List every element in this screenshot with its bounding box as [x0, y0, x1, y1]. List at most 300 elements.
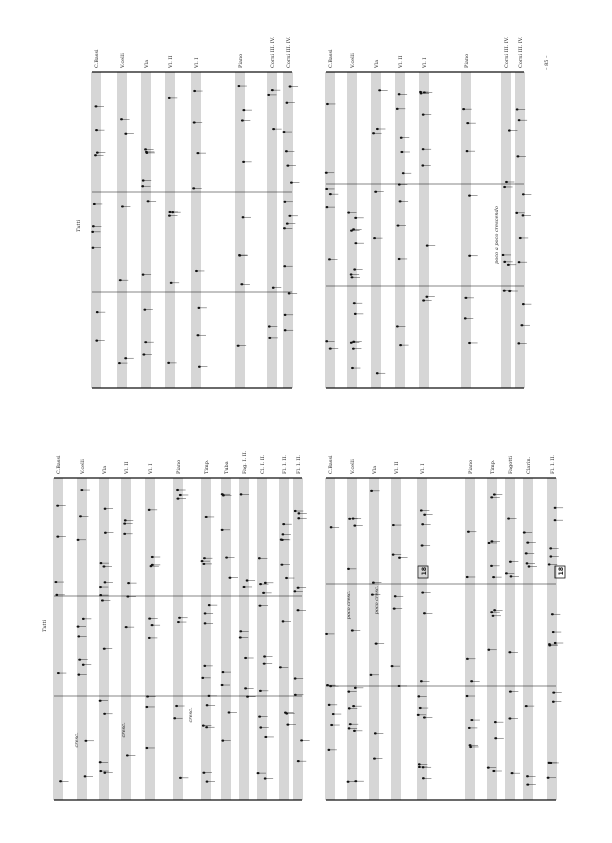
note-head — [92, 225, 95, 227]
note-head — [371, 593, 374, 595]
note-head — [168, 215, 171, 217]
note-head — [204, 612, 207, 614]
note-head — [124, 519, 127, 521]
note-head — [281, 539, 284, 541]
note-head — [526, 783, 529, 785]
note-head — [528, 565, 531, 567]
instrument-label: Vl. II — [124, 461, 130, 474]
instrument-label: Cl. I. II. — [260, 454, 266, 474]
note-head — [288, 292, 291, 294]
note-head — [351, 276, 354, 278]
note-head — [354, 217, 357, 219]
note-head — [96, 311, 99, 313]
dynamic-marking: cresc. — [188, 707, 194, 723]
note-head — [206, 780, 209, 782]
note-head — [509, 561, 512, 563]
note-head — [505, 572, 508, 574]
note-head — [197, 152, 200, 154]
note-head — [464, 317, 467, 319]
note-head — [399, 200, 402, 202]
note-head — [502, 254, 505, 256]
note-head — [352, 341, 355, 343]
note-head — [85, 740, 88, 742]
note-head — [488, 542, 491, 544]
note-head — [468, 195, 471, 197]
note-head — [282, 620, 285, 622]
note-head — [287, 165, 290, 167]
note-head — [297, 512, 300, 514]
note-head — [493, 609, 496, 611]
note-head — [221, 684, 224, 686]
note-head — [56, 536, 59, 538]
instrument-label: Vla — [374, 59, 380, 68]
note-head — [263, 655, 266, 657]
staff — [505, 456, 520, 800]
note-head — [327, 749, 330, 751]
note-head — [118, 362, 121, 364]
note-head — [95, 105, 98, 107]
note-head — [144, 341, 147, 343]
note-head — [525, 552, 528, 554]
note-head — [239, 630, 242, 632]
note-head — [77, 674, 80, 676]
note-head — [151, 556, 154, 558]
note-head — [398, 183, 401, 185]
note-head — [330, 724, 333, 726]
note-head — [423, 716, 426, 718]
instrument-label: Vl. I — [420, 463, 426, 474]
note-head — [99, 761, 102, 763]
note-head — [297, 609, 300, 611]
note-head — [466, 150, 469, 152]
note-head — [549, 547, 552, 549]
staff — [77, 459, 94, 800]
note-head — [503, 186, 506, 188]
note-head — [206, 704, 209, 706]
staff — [221, 461, 238, 800]
note-head — [348, 727, 351, 729]
note-head — [205, 516, 208, 518]
note-head — [347, 211, 350, 213]
note-head — [494, 721, 497, 723]
note-head — [490, 565, 493, 567]
note-head — [268, 337, 271, 339]
note-head — [127, 595, 130, 597]
note-head — [258, 715, 261, 717]
staff — [141, 60, 156, 388]
note-head — [173, 717, 176, 719]
note-head — [328, 704, 331, 706]
note-head — [511, 772, 514, 774]
note-head — [466, 576, 469, 578]
note-head — [398, 93, 401, 95]
note-head — [93, 203, 96, 205]
note-head — [84, 775, 87, 777]
note-head — [352, 348, 355, 350]
note-head — [238, 254, 241, 256]
note-head — [469, 744, 472, 746]
note-head — [168, 97, 171, 99]
note-head — [177, 498, 180, 500]
note-head — [552, 691, 555, 693]
note-head — [328, 258, 331, 260]
note-head — [468, 255, 471, 257]
instrument-label: Piano — [468, 459, 474, 474]
system-lower-left — [54, 450, 310, 800]
dynamic-marking: cresc. — [121, 722, 127, 738]
note-head — [347, 781, 350, 783]
note-head — [244, 687, 247, 689]
note-head — [326, 684, 329, 686]
note-head — [283, 227, 286, 229]
note-head — [178, 617, 181, 619]
instrument-label: C.Bassi — [328, 455, 334, 474]
note-head — [325, 188, 328, 190]
note-head — [204, 622, 207, 624]
note-head — [526, 562, 529, 564]
staff — [325, 49, 338, 388]
note-head — [465, 297, 468, 299]
staff — [523, 456, 537, 800]
staff — [417, 464, 433, 800]
note-head — [349, 723, 352, 725]
note-head — [272, 128, 275, 130]
note-head — [146, 695, 149, 697]
instrument-label: Vla — [372, 465, 378, 474]
note-head — [396, 325, 399, 327]
note-head — [246, 579, 249, 581]
note-head — [351, 367, 354, 369]
note-head — [258, 557, 261, 559]
note-head — [55, 581, 58, 583]
note-head — [284, 329, 287, 331]
note-head — [197, 307, 200, 309]
note-head — [372, 581, 375, 583]
note-head — [272, 287, 275, 289]
note-head — [259, 690, 262, 692]
note-head — [517, 342, 520, 344]
note-head — [494, 737, 497, 739]
instrument-label: V.celli — [120, 53, 126, 68]
note-head — [376, 372, 379, 374]
note-head — [56, 505, 59, 507]
instrument-label: Vl. II — [394, 461, 400, 474]
staff — [239, 450, 256, 800]
note-head — [283, 201, 286, 203]
note-head — [289, 215, 292, 217]
note-head — [420, 92, 423, 94]
note-head — [77, 626, 80, 628]
note-head — [145, 152, 148, 154]
note-head — [392, 524, 395, 526]
note-head — [147, 200, 150, 202]
note-head — [374, 191, 377, 193]
note-head — [509, 690, 512, 692]
note-head — [99, 594, 102, 596]
instrument-label: Clarin. — [526, 456, 532, 474]
note-head — [348, 707, 351, 709]
note-head — [287, 724, 290, 726]
note-head — [350, 342, 353, 344]
note-head — [422, 148, 425, 150]
note-head — [80, 489, 83, 491]
note-head — [297, 760, 300, 762]
note-head — [95, 340, 98, 342]
note-head — [259, 726, 262, 728]
note-head — [355, 242, 358, 244]
note-head — [171, 211, 174, 213]
note-head — [175, 705, 178, 707]
note-head — [103, 565, 106, 567]
note-head — [286, 222, 289, 224]
note-head — [208, 695, 211, 697]
note-head — [240, 493, 243, 495]
note-head — [523, 531, 526, 533]
instrument-label: Vl. I — [148, 463, 154, 474]
note-head — [143, 309, 146, 311]
note-head — [466, 122, 469, 124]
staff — [466, 460, 480, 800]
note-head — [103, 713, 106, 715]
staff — [419, 58, 435, 388]
note-head — [201, 560, 204, 562]
instrument-label: Timp. — [490, 459, 496, 474]
page-number: – 85 – — [544, 55, 550, 70]
note-head — [201, 677, 204, 679]
note-head — [95, 129, 98, 131]
note-head — [242, 161, 245, 163]
instrument-label: Vl. I — [194, 57, 200, 68]
staff — [347, 459, 364, 800]
note-head — [552, 631, 555, 633]
instrument-label: Corni III. IV. — [286, 36, 292, 68]
note-head — [467, 531, 470, 533]
note-head — [466, 695, 469, 697]
svg-text:18: 18 — [421, 567, 428, 576]
staff — [201, 459, 218, 800]
note-head — [57, 672, 60, 674]
note-head — [264, 777, 267, 779]
note-head — [526, 542, 529, 544]
note-head — [554, 507, 557, 509]
note-head — [548, 563, 551, 565]
note-head — [466, 658, 469, 660]
note-head — [508, 290, 511, 292]
note-head — [353, 730, 356, 732]
note-head — [78, 659, 81, 661]
note-head — [151, 624, 154, 626]
note-head — [121, 205, 124, 207]
note-head — [353, 268, 356, 270]
note-head — [176, 489, 179, 491]
note-head — [329, 685, 332, 687]
note-head — [169, 211, 172, 213]
note-head — [326, 103, 329, 105]
instrument-label: Fl. I. II. — [282, 455, 288, 474]
staff — [462, 54, 478, 388]
note-head — [264, 582, 267, 584]
staff — [372, 60, 388, 388]
note-head — [329, 193, 332, 195]
note-head — [142, 274, 145, 276]
staff — [325, 455, 341, 800]
instrument-label: C.Bassi — [328, 49, 334, 68]
note-head — [462, 108, 465, 110]
note-head — [516, 108, 519, 110]
note-head — [399, 344, 402, 346]
note-head — [221, 529, 224, 531]
note-head — [271, 89, 274, 91]
note-head — [228, 711, 231, 713]
note-head — [398, 685, 401, 687]
note-head — [374, 732, 377, 734]
note-head — [526, 775, 529, 777]
note-head — [239, 636, 242, 638]
note-head — [59, 780, 62, 782]
note-head — [490, 496, 493, 498]
instrument-label: Piano — [176, 459, 182, 474]
note-head — [148, 617, 151, 619]
note-head — [284, 314, 287, 316]
note-head — [509, 717, 512, 719]
note-head — [82, 664, 85, 666]
note-head — [402, 172, 405, 174]
note-head — [195, 270, 198, 272]
note-head — [548, 643, 551, 645]
note-head — [421, 544, 424, 546]
note-head — [515, 212, 518, 214]
note-head — [508, 129, 511, 131]
note-head — [487, 767, 490, 769]
note-head — [503, 261, 506, 263]
note-head — [267, 94, 270, 96]
dynamic-marking: poco cresc. — [346, 590, 352, 620]
note-head — [398, 557, 401, 559]
note-head — [517, 155, 520, 157]
note-head — [492, 576, 495, 578]
note-head — [104, 508, 107, 510]
note-head — [142, 179, 145, 181]
note-head — [240, 283, 243, 285]
note-head — [326, 206, 329, 208]
note-head — [179, 777, 182, 779]
note-head — [325, 172, 328, 174]
note-head — [123, 522, 126, 524]
note-head — [123, 533, 126, 535]
note-head — [352, 517, 355, 519]
note-head — [549, 762, 552, 764]
note-head — [325, 340, 328, 342]
dynamic-marking: cresc. — [74, 732, 80, 748]
note-head — [294, 510, 297, 512]
note-head — [551, 613, 554, 615]
note-head — [259, 605, 262, 607]
staff — [192, 58, 207, 388]
note-head — [284, 712, 287, 714]
note-head — [259, 583, 262, 585]
note-head — [79, 515, 82, 517]
note-head — [148, 637, 151, 639]
note-head — [237, 85, 240, 87]
note-head — [282, 523, 285, 525]
note-head — [104, 581, 107, 583]
note-head — [127, 582, 130, 584]
instrument-label: V.celli — [350, 459, 356, 474]
note-head — [145, 747, 148, 749]
instrument-label: Tuba — [224, 461, 230, 474]
instrument-label: C.Bassi — [56, 455, 62, 474]
note-head — [170, 282, 173, 284]
note-head — [241, 119, 244, 121]
staff — [122, 462, 137, 800]
staff — [515, 37, 531, 388]
note-head — [507, 264, 510, 266]
note-head — [492, 770, 495, 772]
note-head — [192, 187, 195, 189]
rehearsal-mark-1 — [418, 566, 428, 578]
note-head — [418, 766, 421, 768]
instrument-label: C.Bassi — [94, 49, 100, 68]
note-head — [242, 216, 245, 218]
note-head — [208, 604, 211, 606]
note-head — [353, 524, 356, 526]
note-head — [420, 680, 423, 682]
note-head — [419, 707, 422, 709]
instrument-label: Vl. I — [422, 57, 428, 68]
instrument-label: Fagotti — [508, 456, 514, 474]
note-head — [294, 677, 297, 679]
note-head — [262, 592, 265, 594]
note-head — [150, 565, 153, 567]
note-head — [198, 366, 201, 368]
note-head — [518, 261, 521, 263]
note-head — [422, 299, 425, 301]
note-head — [143, 353, 146, 355]
note-head — [420, 509, 423, 511]
note-head — [99, 586, 102, 588]
staff — [257, 454, 274, 800]
note-head — [422, 766, 425, 768]
note-head — [470, 719, 473, 721]
note-head — [401, 151, 404, 153]
note-head — [421, 164, 424, 166]
note-head — [77, 539, 80, 541]
tutti-label-upper: Tutti — [76, 219, 82, 232]
note-head — [205, 726, 208, 728]
note-head — [281, 564, 284, 566]
note-head — [554, 642, 557, 644]
note-head — [468, 727, 471, 729]
note-head — [124, 133, 127, 135]
note-head — [91, 231, 94, 233]
note-head — [375, 643, 378, 645]
staff — [283, 37, 300, 388]
note-head — [289, 85, 292, 87]
instrument-label: Timp. — [204, 459, 210, 474]
instrument-label: Vla — [144, 59, 150, 68]
note-head — [225, 556, 228, 558]
note-head — [487, 649, 490, 651]
note-head — [285, 577, 288, 579]
instrument-label: V.celli — [350, 53, 356, 68]
note-head — [119, 279, 122, 281]
note-head — [202, 725, 205, 727]
note-head — [203, 557, 206, 559]
note-head — [393, 608, 396, 610]
note-head — [470, 680, 473, 682]
note-head — [126, 754, 129, 756]
note-head — [101, 599, 104, 601]
